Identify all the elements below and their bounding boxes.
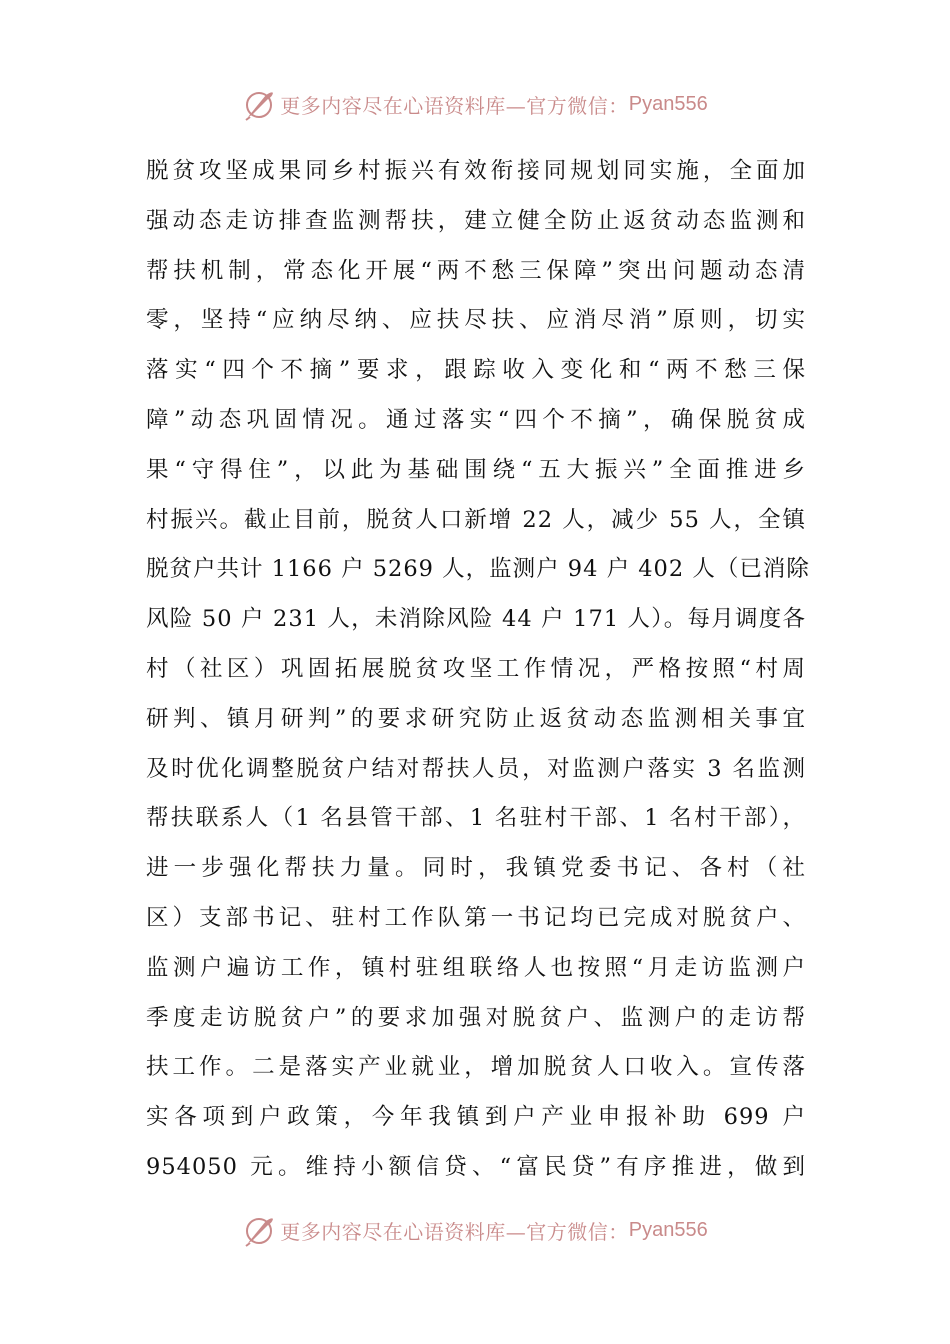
body-line: 村振兴。截止目前，脱贫人口新增 22 人，减少 55 人，全镇 <box>146 506 806 533</box>
body-line: 帮扶机制，常态化开展“两不愁三保障”突出问题动态清 <box>146 257 806 284</box>
banner-wechat-id: Pyan556 <box>628 1218 708 1241</box>
body-line: 监测户遍访工作，镇村驻组联络人也按照“月走访监测户 <box>146 954 806 981</box>
body-line: 季度走访脱贫户”的要求加强对脱贫户、监测户的走访帮 <box>146 1004 806 1031</box>
banner-wechat-id: Pyan556 <box>628 92 708 115</box>
body-line: 帮扶联系人（1 名县管干部、1 名驻村干部、1 名村干部）， <box>146 805 806 832</box>
body-line: 进一步强化帮扶力量。同时，我镇党委书记、各村（社 <box>146 855 806 882</box>
footer-watermark-banner <box>0 1208 950 1252</box>
body-line: 扶工作。二是落实产业就业，增加脱贫人口收入。宣传落 <box>146 1054 806 1081</box>
header-watermark-banner <box>0 82 950 126</box>
body-line: 果“守得住”，以此为基础围绕“五大振兴”全面推进乡 <box>146 456 806 483</box>
body-line: 落实“四个不摘”要求，跟踪收入变化和“两不愁三保 <box>146 357 806 384</box>
document-body <box>146 147 810 1193</box>
body-line: 研判、镇月研判”的要求研究防止返贫动态监测相关事宜 <box>146 705 806 732</box>
quill-pen-icon <box>242 87 276 121</box>
body-line: 区）支部书记、驻村工作队第一书记均已完成对脱贫户、 <box>146 904 806 931</box>
body-line: 村（社区）巩固拓展脱贫攻坚工作情况，严格按照“村周 <box>146 655 806 682</box>
body-line: 强动态走访排查监测帮扶，建立健全防止返贫动态监测和 <box>146 207 806 234</box>
body-line: 障”动态巩固情况。通过落实“四个不摘”，确保脱贫成 <box>146 406 806 433</box>
quill-pen-icon <box>242 1213 276 1247</box>
body-line: 脱贫攻坚成果同乡村振兴有效衔接同规划同实施，全面加 <box>146 158 806 184</box>
banner-text: 更多内容尽在心语资料库—官方微信： <box>280 1219 629 1244</box>
body-line: 实各项到户政策，今年我镇到户产业申报补助 699 户 <box>146 1104 806 1131</box>
body-line: 脱贫户共计 1166 户 5269 人，监测户 94 户 402 人（已消除 <box>146 556 810 583</box>
body-line: 及时优化调整脱贫户结对帮扶人员，对监测户落实 3 名监测 <box>146 755 806 782</box>
banner-text: 更多内容尽在心语资料库—官方微信： <box>280 93 629 118</box>
body-line: 风险 50 户 231 人，未消除风险 44 户 171 人）。每月调度各 <box>146 606 806 633</box>
body-line: 954050 元。维持小额信贷、“富民贷”有序推进，做到 <box>146 1153 806 1180</box>
body-line: 零，坚持“应纳尽纳、应扶尽扶、应消尽消”原则，切实 <box>146 307 806 334</box>
